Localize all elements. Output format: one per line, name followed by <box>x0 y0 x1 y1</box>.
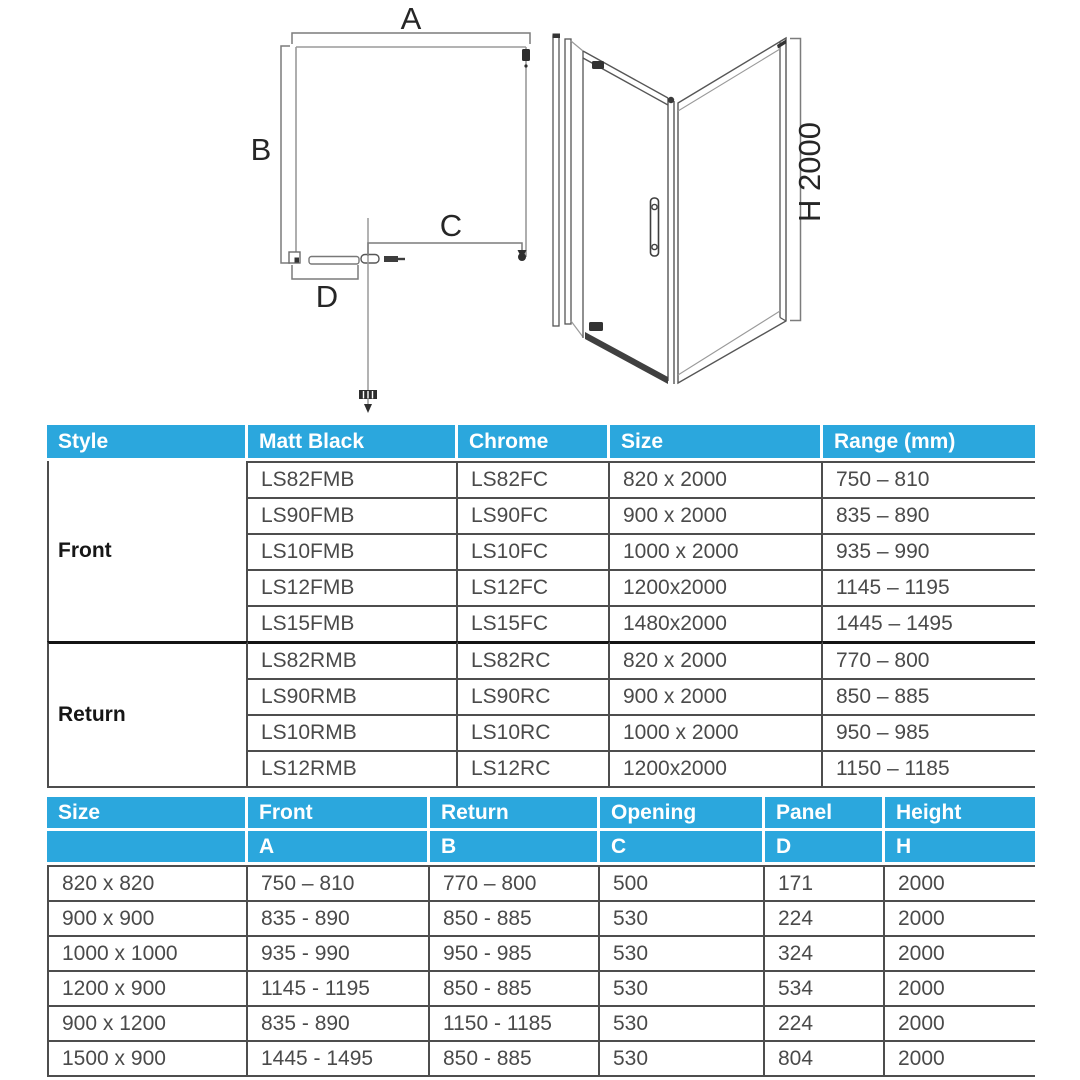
cell-opening-c: 530 <box>600 1007 765 1042</box>
table-row <box>47 641 1035 680</box>
cell-size: 1000 x 2000 <box>610 535 823 571</box>
cell-panel-d: 171 <box>765 865 885 902</box>
column-header-size: Size <box>610 425 823 461</box>
style-label-front: Front <box>47 461 248 641</box>
cell-chrome: LS90FC <box>458 499 610 535</box>
cell-panel-d: 534 <box>765 972 885 1007</box>
door-handle-mount-bottom <box>652 244 657 249</box>
table-row <box>47 865 1035 902</box>
cell-height-h: 2000 <box>885 1007 1035 1042</box>
cell-size: 1200x2000 <box>610 752 823 788</box>
return-panel <box>678 38 786 383</box>
subheader-b: B <box>430 831 600 865</box>
cell-size: 900 x 2000 <box>610 680 823 716</box>
cell-chrome: LS10RC <box>458 716 610 752</box>
cell-chrome: LS82FC <box>458 461 610 499</box>
dim-b-line <box>281 46 290 263</box>
corner-cap <box>668 97 674 103</box>
column-header-size: Size <box>47 797 248 831</box>
table-row <box>47 972 1035 1007</box>
dim-label-b: B <box>250 132 272 167</box>
cell-height-h: 2000 <box>885 937 1035 972</box>
column-header-panel: Panel <box>765 797 885 831</box>
cell-return-b: 1150 - 1185 <box>430 1007 600 1042</box>
cell-range: 770 – 800 <box>823 641 1035 680</box>
door-handle-mount-top <box>652 204 657 209</box>
table-subheader-row <box>47 831 1035 865</box>
cell-range: 1445 – 1495 <box>836 612 953 635</box>
cell-front-a: 750 – 810 <box>248 865 430 902</box>
cell-opening-c: 530 <box>600 972 765 1007</box>
cell-opening-c: 500 <box>600 865 765 902</box>
cell-matt-black: LS15FMB <box>248 607 458 641</box>
cell-front-a: 1445 - 1495 <box>248 1042 430 1077</box>
cell-chrome: LS82RC <box>458 641 610 680</box>
model-codes-table <box>47 425 1035 788</box>
plan-axis-arrow <box>364 404 372 413</box>
cell-panel-d: 224 <box>765 902 885 937</box>
cell-matt-black: LS10FMB <box>248 535 458 571</box>
dimensions-table <box>47 797 1035 1077</box>
style-label-return: Return <box>47 641 248 788</box>
subheader-a: A <box>248 831 430 865</box>
side-wall-profile-inner <box>565 39 571 324</box>
cell-front-a: 835 - 890 <box>248 1007 430 1042</box>
cell-return-b: 850 - 885 <box>430 902 600 937</box>
cell-panel-d: 324 <box>765 937 885 972</box>
column-header-range: Range (mm) <box>823 425 1035 461</box>
cell-matt-black: LS10RMB <box>248 716 458 752</box>
cell-range: 850 – 885 <box>823 680 1035 716</box>
dim-d-line <box>292 265 358 279</box>
cell-chrome: LS12RC <box>458 752 610 788</box>
side-wall-profile-cap <box>553 34 561 39</box>
cell-range: 1150 – 1185 <box>823 752 1035 788</box>
cell-height-h: 2000 <box>885 902 1035 937</box>
dim-label-c: C <box>439 208 463 243</box>
side-glass-sliver <box>571 41 583 337</box>
table-row <box>47 937 1035 972</box>
plan-fixed-panel <box>309 257 359 265</box>
corner-post <box>668 98 674 384</box>
cell-size: 1000 x 1000 <box>47 937 248 972</box>
column-header-return: Return <box>430 797 600 831</box>
subheader-h: H <box>885 831 1035 865</box>
cell-range: 1145 – 1195 <box>823 571 1035 607</box>
cell-front-a: 835 - 890 <box>248 902 430 937</box>
cell-matt-black: LS90RMB <box>248 680 458 716</box>
technical-drawing <box>0 0 1080 420</box>
door-top-frame <box>583 51 668 105</box>
cell-size: 1000 x 2000 <box>610 716 823 752</box>
column-header-matt-black: Matt Black <box>248 425 458 461</box>
dim-label-h: H 2000 <box>792 122 827 222</box>
cell-chrome: LS15FC <box>458 607 610 641</box>
cell-matt-black: LS12RMB <box>248 752 458 788</box>
door-hinge-top <box>592 61 604 69</box>
cell-size: 820 x 2000 <box>610 641 823 680</box>
subheader-blank <box>47 831 248 865</box>
cell-height-h: 2000 <box>885 865 1035 902</box>
table-header-row <box>47 797 1035 831</box>
cell-chrome: LS10FC <box>458 535 610 571</box>
cell-opening-c: 530 <box>600 937 765 972</box>
cell-opening-c: 530 <box>600 1042 765 1077</box>
cell-range: 935 – 990 <box>823 535 1035 571</box>
cell-size: 1500 x 900 <box>47 1042 248 1077</box>
cell-front-a: 935 - 990 <box>248 937 430 972</box>
cell-size: 1200 x 900 <box>47 972 248 1007</box>
dim-c-line <box>368 243 522 256</box>
cell-return-b: 850 - 885 <box>430 1042 600 1077</box>
plan-hinge-top-pin <box>524 64 527 67</box>
cell-return-b: 850 - 885 <box>430 972 600 1007</box>
cell-matt-black: LS12FMB <box>248 571 458 607</box>
column-header-height: Height <box>885 797 1035 831</box>
perspective-view <box>553 34 828 385</box>
plan-view <box>251 1 530 413</box>
table-row <box>47 461 1035 499</box>
cell-size: 1480x2000 <box>610 607 823 641</box>
cell-chrome: LS90RC <box>458 680 610 716</box>
cell-front-a: 1145 - 1195 <box>248 972 430 1007</box>
cell-size: 820 x 2000 <box>610 461 823 499</box>
cell-opening-c: 530 <box>600 902 765 937</box>
cell-range: 950 – 985 <box>823 716 1035 752</box>
cell-height-h: 2000 <box>885 1042 1035 1077</box>
column-header-style: Style <box>47 425 248 461</box>
cell-size: 900 x 900 <box>47 902 248 937</box>
plan-latch <box>384 256 398 262</box>
table-row <box>47 902 1035 937</box>
dim-label-d: D <box>315 279 339 314</box>
cell-return-b: 950 - 985 <box>430 937 600 972</box>
cell-size: 900 x 1200 <box>47 1007 248 1042</box>
table-row <box>47 1007 1035 1042</box>
cell-size: 820 x 820 <box>47 865 248 902</box>
side-wall-profile-outer <box>553 36 559 326</box>
cell-panel-d: 804 <box>765 1042 885 1077</box>
cell-size: 1200x2000 <box>610 571 823 607</box>
subheader-c: C <box>600 831 765 865</box>
cell-height-h: 2000 <box>885 972 1035 1007</box>
column-header-front: Front <box>248 797 430 831</box>
dim-label-a: A <box>400 1 422 36</box>
cell-range: 750 – 810 <box>823 461 1035 499</box>
subheader-d: D <box>765 831 885 865</box>
cell-panel-d: 224 <box>765 1007 885 1042</box>
cell-matt-black: LS82RMB <box>248 641 458 680</box>
plan-hinge-top <box>522 49 530 61</box>
door-hinge-bottom <box>589 322 603 331</box>
cell-matt-black: LS82FMB <box>248 461 458 499</box>
cell-size: 900 x 2000 <box>610 499 823 535</box>
column-header-chrome: Chrome <box>458 425 610 461</box>
cell-return-b: 770 – 800 <box>430 865 600 902</box>
plan-wall-profile-insert <box>295 258 300 263</box>
cell-chrome: LS12FC <box>458 571 610 607</box>
column-header-opening: Opening <box>600 797 765 831</box>
cell-range: 835 – 890 <box>823 499 1035 535</box>
plan-handle <box>361 255 379 264</box>
cell-matt-black: LS90FMB <box>248 499 458 535</box>
table-header-row <box>47 425 1035 461</box>
door-bottom-rail <box>585 332 668 384</box>
table-row <box>47 1042 1035 1077</box>
